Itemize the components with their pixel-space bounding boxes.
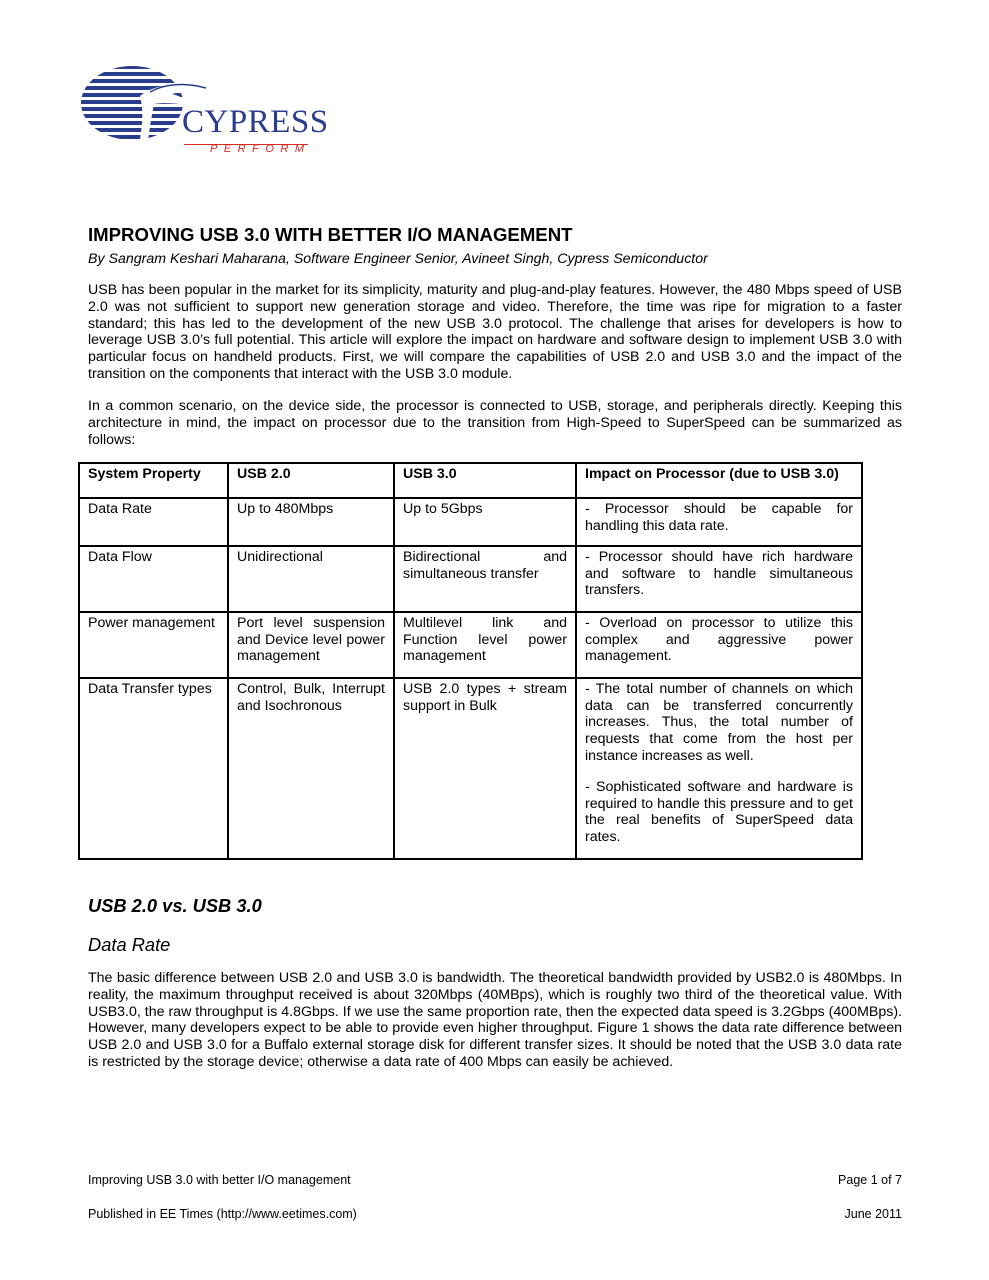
- cell-usb3: Bidirectional and simultaneous transfer: [394, 546, 576, 612]
- cell-usb3: USB 2.0 types + stream support in Bulk: [394, 678, 576, 859]
- table-header-row: [79, 463, 862, 498]
- cell-property: Power management: [79, 612, 228, 678]
- cell-impact-part1: - The total number of channels on which data can be transferred concurrently increases. Thus, the total number of requests that come from the host per instance increases as well.: [585, 680, 853, 764]
- header-usb3: USB 3.0: [394, 463, 576, 498]
- logo-wordmark: CYPRESS: [182, 104, 329, 140]
- scenario-paragraph: In a common scenario, on the device side, the processor is connected to USB, storage, and peripherals directly. Keeping this architecture in mind, the impact on processor due to the transition from High-Speed to SuperSpeed can be summarized as follows:: [88, 398, 902, 448]
- cell-impact: - Processor should have rich hardware and software to handle simultaneous transfers.: [576, 546, 862, 612]
- subsection-heading: Data Rate: [88, 934, 171, 955]
- cell-property: Data Flow: [79, 546, 228, 612]
- cell-usb2: Control, Bulk, Interrupt and Isochronous: [228, 678, 394, 859]
- cell-impact-multi: [576, 678, 862, 859]
- footer-date: June 2011: [844, 1207, 902, 1221]
- table-row: [79, 678, 862, 859]
- cell-usb2: Port level suspension and Device level power management: [228, 612, 394, 678]
- cell-usb3: Up to 5Gbps: [394, 498, 576, 546]
- footer-line-2: [88, 1207, 902, 1221]
- table-row: [79, 546, 862, 612]
- footer-line-1: [88, 1173, 902, 1187]
- cell-impact: - Overload on processor to utilize this complex and aggressive power management.: [576, 612, 862, 678]
- footer-doc-title: Improving USB 3.0 with better I/O management: [88, 1173, 351, 1187]
- cell-impact-part2: - Sophisticated software and hardware is required to handle this pressure and to get the real benefits of SuperSpeed data rates.: [585, 778, 853, 846]
- article-byline: By Sangram Keshari Maharana, Software Engineer Senior, Avineet Singh, Cypress Semiconductor: [88, 251, 708, 267]
- cypress-logo: [80, 62, 329, 162]
- section-heading: USB 2.0 vs. USB 3.0: [88, 895, 262, 916]
- article-title: IMPROVING USB 3.0 WITH BETTER I/O MANAGEMENT: [88, 224, 573, 245]
- footer-published: Published in EE Times (http://www.eetimes.com): [88, 1207, 357, 1221]
- footer-page-number: Page 1 of 7: [838, 1173, 902, 1187]
- header-usb2: USB 2.0: [228, 463, 394, 498]
- cell-usb2: Unidirectional: [228, 546, 394, 612]
- cell-usb2: Up to 480Mbps: [228, 498, 394, 546]
- cell-spacer: [585, 765, 853, 779]
- logo-tagline: PERFORM: [210, 143, 311, 155]
- cell-usb3: Multilevel link and Function level power management: [394, 612, 576, 678]
- comparison-table: [78, 462, 863, 860]
- table-row: [79, 612, 862, 678]
- header-system-property: System Property: [79, 463, 228, 498]
- cell-impact: - Processor should be capable for handling this data rate.: [576, 498, 862, 546]
- header-impact: Impact on Processor (due to USB 3.0): [576, 463, 862, 498]
- cell-property: Data Transfer types: [79, 678, 228, 859]
- data-rate-paragraph: The basic difference between USB 2.0 and USB 3.0 is bandwidth. The theoretical bandwidth provided by USB2.0 is 480Mbps. In reality, the maximum throughput received is about 320Mbps (40MBps), which is roughly two third of the theoretical value. With USB3.0, the raw throughput is 4.8Gbps. If we use the same proportion rate, then the expected data speed is 3.2Gbps (400MBps). However, many developers expect to be able to provide even higher throughput. Figure 1 shows the data rate difference between USB 2.0 and USB 3.0 for a Buffalo external storage disk for different transfer sizes. It should be noted that the USB 3.0 data rate is restricted by the storage device; otherwise a data rate of 400 Mbps can easily be achieved.: [88, 970, 902, 1070]
- intro-paragraph: USB has been popular in the market for its simplicity, maturity and plug-and-play features. However, the 480 Mbps speed of USB 2.0 was not sufficient to support new generation storage and video. Therefore, the time was ripe for migration to a faster standard; this has led to the development of the new USB 3.0 protocol. The challenge that arises for developers is how to leverage USB 3.0’s full potential. This article will explore the impact on hardware and software design to implement USB 3.0 with particular focus on handheld products. First, we will compare the capabilities of USB 2.0 and USB 3.0 and the impact of the transition on the components that interact with the USB 3.0 module.: [88, 282, 902, 382]
- table-row: [79, 498, 862, 546]
- cell-property: Data Rate: [79, 498, 228, 546]
